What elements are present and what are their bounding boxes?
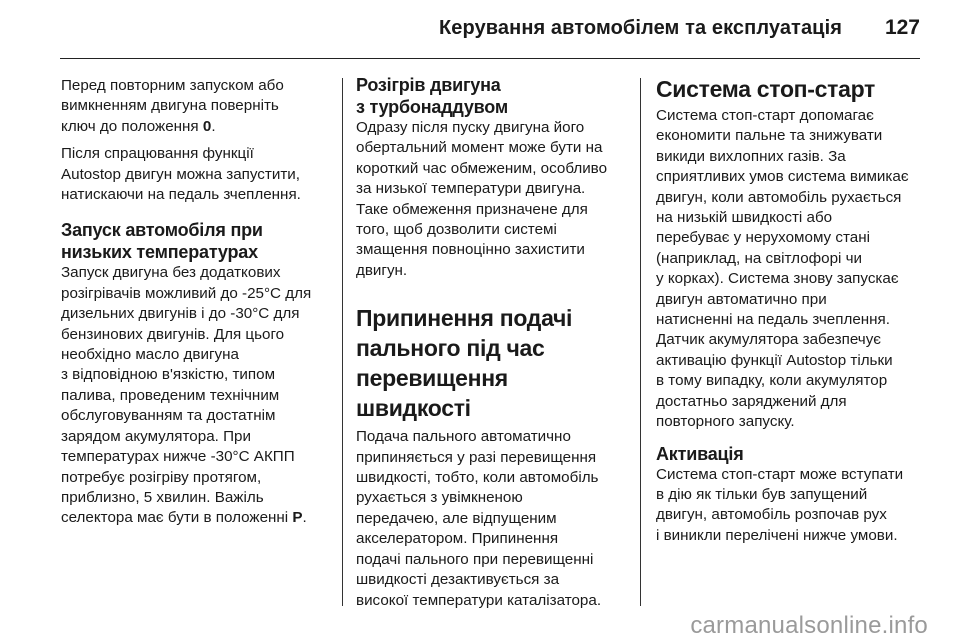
column-3 <box>656 74 926 553</box>
column-1 <box>61 76 331 536</box>
page-header <box>60 0 920 59</box>
paragraph-activation: Система стоп-старт може вступати в дію як тільки був запущений двигун, автомобіль розпочав рух і виникли перелічені нижче умови. <box>656 465 904 544</box>
heading-cold-start: Запуск автомобіля при низьких температурах <box>61 220 263 263</box>
selector-position-p: P <box>292 509 303 527</box>
heading-activation: Активація <box>656 443 744 464</box>
header-title: Керування автомобілем та експлуатація <box>438 17 842 39</box>
heading-turbo-warmup: Розігрів двигуна з турбонаддувом <box>356 75 508 117</box>
key-position-0: 0 <box>202 117 212 135</box>
heading-fuel-cutoff: Припинення подачі пального під час перевищення швидкості <box>356 305 573 422</box>
paragraph-restart: Перед повторним запуском або вимкненням двигуна поверніть ключ до положення 0. <box>61 77 284 135</box>
paragraph-turbo-warmup: Одразу після пуску двигуна його обертальний момент може бути на короткий час обмеженим, особливо за низької температури двигуна. Таке обмеження призначене для того, щоб дозволити системі змащення повноцінно захистити двигун. <box>356 119 608 279</box>
paragraph-stop-start: Система стоп-старт допомагає економити пальне та знижувати викиди вихлопних газів. За сприятливих умов система вимикає двигун, коли автомобіль рухається на низькій швидкості або перебуває у нерухомому стані (наприклад, на світлофорі чи у корках). Система знову запускає двигун автоматично при натисненні на педаль зчеплення. Датчик акумулятора забезпечує активацію функції Autostop тільки в тому випадку, коли акумулятор достатньо заряджений для повторного запуску. <box>656 107 909 431</box>
paragraph-fuel-cutoff: Подача пального автоматично припиняється у разі перевищення швидкості, тобто, коли автомобіль рухається з увімкненою передачею, але відпущеним акселератором. Припинення подачі пального при перевищенні швидкості дезактивується за високої температури каталізатора. <box>356 428 602 609</box>
column-divider-1 <box>342 78 343 606</box>
heading-stop-start: Система стоп-старт <box>656 76 875 102</box>
column-divider-2 <box>640 78 641 606</box>
column-2 <box>356 74 628 618</box>
page-number: 127 <box>884 16 920 39</box>
watermark-text: carmanualsonline.info <box>690 612 928 639</box>
paragraph-cold-start: Запуск двигуна без додаткових розігрівачів можливий до -25°C для дизельних двигунів і до -30°C для бензинових двигунів. Для цього необхідно масло двигуна з відповідною в'язкістю, типом палива, проведеним технічним обслуговуванням та достатнім зарядом акумулятора. При температурах нижче -30°C АКПП потребує розігріву протягом, приблизно, 5 хвилин. Важіль селектора має бути в положенні P. <box>61 264 312 527</box>
paragraph-autostop: Після спрацювання функції Autostop двигун можна запустити, натискаючи на педаль зчеплення. <box>61 145 301 204</box>
